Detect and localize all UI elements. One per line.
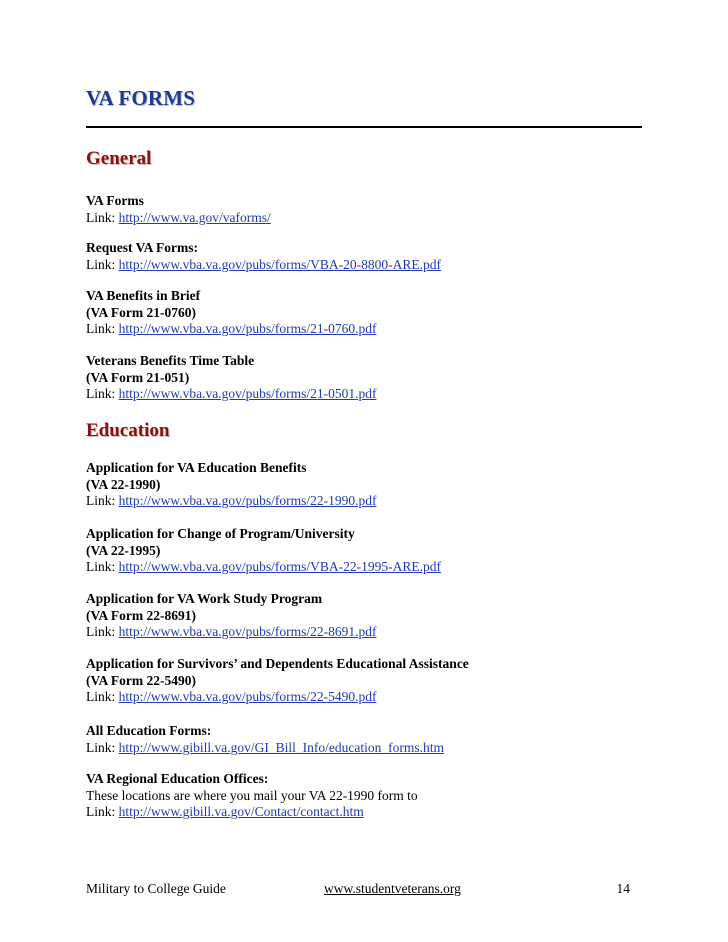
- entry-title: VA Benefits in Brief: [86, 288, 201, 303]
- entry-title: All Education Forms:: [86, 723, 212, 738]
- entry-all-education-forms: [86, 723, 642, 756]
- link-label: Link:: [86, 386, 119, 401]
- entry-form-number: (VA 22-1995): [86, 542, 161, 558]
- education-benefits-link[interactable]: http://www.vba.va.gov/pubs/forms/22-1990.pdf: [118, 493, 377, 508]
- regional-education-offices-link[interactable]: http://www.gibill.va.gov/Contact/contact.htm: [118, 804, 364, 819]
- link-label: Link:: [86, 739, 119, 755]
- entry-va-forms: [86, 193, 642, 226]
- entry-request-va-forms: [86, 240, 642, 273]
- entry-regional-education-offices: [86, 771, 642, 821]
- footer-guide-title: Military to College Guide: [86, 881, 226, 896]
- survivors-dependents-assistance-link[interactable]: http://www.vba.va.gov/pubs/forms/22-5490.pdf: [118, 689, 377, 704]
- change-of-program-link[interactable]: http://www.vba.va.gov/pubs/forms/VBA-22-1995-ARE.pdf: [118, 559, 441, 574]
- entry-education-benefits: [86, 460, 642, 510]
- link-label: Link:: [86, 256, 119, 272]
- link-label: Link:: [86, 624, 119, 639]
- page-title: VA FORMS: [86, 86, 196, 110]
- entry-form-number: (VA 22-1990): [86, 476, 161, 492]
- section-heading-education: Education: [86, 420, 170, 441]
- entry-form-number: (VA Form 22-5490): [86, 672, 196, 688]
- link-label: Link:: [86, 559, 119, 574]
- entry-title: Application for Survivors’ and Dependents Educational Assistance: [86, 656, 469, 671]
- all-education-forms-link[interactable]: http://www.gibill.va.gov/GI_Bill_Info/education_forms.htm: [118, 739, 444, 755]
- entry-change-of-program: [86, 526, 642, 576]
- entry-title: VA Regional Education Offices:: [86, 771, 269, 786]
- entry-va-benefits-in-brief: [86, 288, 642, 338]
- entry-veterans-benefits-time-table: [86, 353, 642, 403]
- footer-page-number: 14: [616, 881, 630, 896]
- request-va-forms-link[interactable]: http://www.vba.va.gov/pubs/forms/VBA-20-8800-ARE.pdf: [118, 256, 441, 272]
- entry-title: Application for Change of Program/University: [86, 526, 355, 541]
- entry-form-number: (VA Form 21-0760): [86, 304, 196, 320]
- work-study-program-link[interactable]: http://www.vba.va.gov/pubs/forms/22-8691.pdf: [118, 624, 377, 639]
- footer-website-link[interactable]: www.studentveterans.org: [324, 881, 461, 896]
- entry-title: Veterans Benefits Time Table: [86, 353, 255, 368]
- page-footer: [86, 881, 642, 899]
- link-label: Link:: [86, 209, 119, 225]
- link-label: Link:: [86, 321, 119, 336]
- entry-work-study-program: [86, 591, 642, 641]
- section-heading-general: General: [86, 148, 152, 169]
- veterans-benefits-time-table-link[interactable]: http://www.vba.va.gov/pubs/forms/21-0501.pdf: [118, 386, 377, 401]
- va-forms-link[interactable]: http://www.va.gov/vaforms/: [118, 209, 271, 225]
- entry-survivors-dependents-assistance: [86, 656, 642, 706]
- va-benefits-in-brief-link[interactable]: http://www.vba.va.gov/pubs/forms/21-0760.pdf: [118, 321, 377, 336]
- entry-form-number: (VA Form 22-8691): [86, 607, 196, 623]
- entry-form-number: (VA Form 21-051): [86, 369, 190, 385]
- link-label: Link:: [86, 689, 119, 704]
- title-divider: [86, 126, 642, 128]
- link-label: Link:: [86, 493, 119, 508]
- entry-title: Application for VA Work Study Program: [86, 591, 323, 606]
- entry-note: These locations are where you mail your VA 22-1990 form to: [86, 787, 418, 803]
- link-label: Link:: [86, 804, 119, 819]
- entry-title: Request VA Forms:: [86, 240, 199, 255]
- entry-title: Application for VA Education Benefits: [86, 460, 307, 475]
- entry-title: VA Forms: [86, 193, 144, 208]
